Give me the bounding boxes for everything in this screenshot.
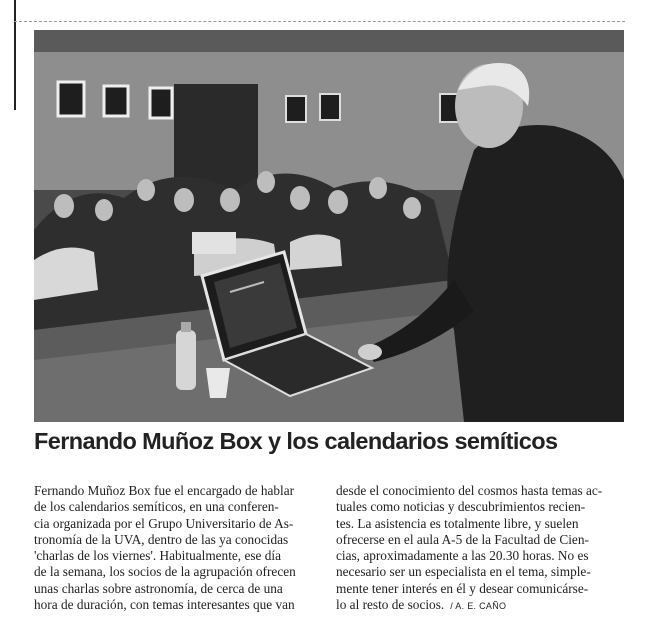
bottle-cap xyxy=(181,322,191,332)
article-text-line: 'charlas de los viernes'. Habitualmente, ese día xyxy=(34,548,281,564)
article-text-line: desde el conocimiento del cosmos hasta temas ac- xyxy=(336,483,603,498)
wall-frame-3 xyxy=(150,88,172,118)
plastic-cup xyxy=(206,368,230,398)
audience-shirt-3 xyxy=(290,234,342,270)
projector xyxy=(192,232,236,254)
article-text-line: lo al resto de socios. xyxy=(336,597,445,613)
wall-frame-5 xyxy=(320,94,340,120)
lecture-photo-drawing xyxy=(34,30,624,422)
article-text-line: unas charlas sobre astronomía, de cerca de una xyxy=(34,580,283,596)
article-text-line: tuales como noticias y descubrimientos recien- xyxy=(336,499,586,515)
lecture-photo xyxy=(34,30,624,422)
article-column-right xyxy=(336,483,622,614)
wall-frame-2 xyxy=(104,86,128,116)
article-text-line: Fernando Muñoz Box fue el encargado de hablar xyxy=(34,483,295,498)
article-last-line xyxy=(336,597,622,614)
article-text-line: hora de duración, con temas interesantes que van xyxy=(34,597,295,613)
clipping-top-rule xyxy=(14,21,625,22)
article-text-line: ofrecerse en el aula A-5 de la Facultad de Cien- xyxy=(336,531,589,547)
article-text-line: necesario ser un especialista en el tema, simple- xyxy=(336,564,591,580)
article-text-line: de la semana, los socios de la agrupación ofrecen xyxy=(34,564,296,580)
wall-frame-1 xyxy=(58,82,84,116)
article-text-line: tes. La asistencia es totalmente libre, y suelen xyxy=(336,515,579,531)
article-text-line: mente tener interés en él y desear comunicárse- xyxy=(336,580,589,596)
ceiling xyxy=(34,30,624,52)
page-edge-rule xyxy=(14,0,16,110)
article-column-left xyxy=(34,483,320,613)
wall-frame-4 xyxy=(286,96,306,122)
article-text-line: tronomía de la UVA, dentro de las ya conocidas xyxy=(34,531,289,547)
article-text-line: cias, aproximadamente a las 20.30 horas. No es xyxy=(336,548,589,564)
article-text-line: de los calendarios semíticos, en una conferen- xyxy=(34,499,279,515)
article-text-line: cia organizada por el Grupo Universitario de As- xyxy=(34,515,294,531)
water-bottle xyxy=(176,330,196,390)
article-headline: Fernando Muñoz Box y los calendarios semíticos xyxy=(34,428,558,454)
photo-credit: / A. E. CAÑO xyxy=(450,601,507,612)
